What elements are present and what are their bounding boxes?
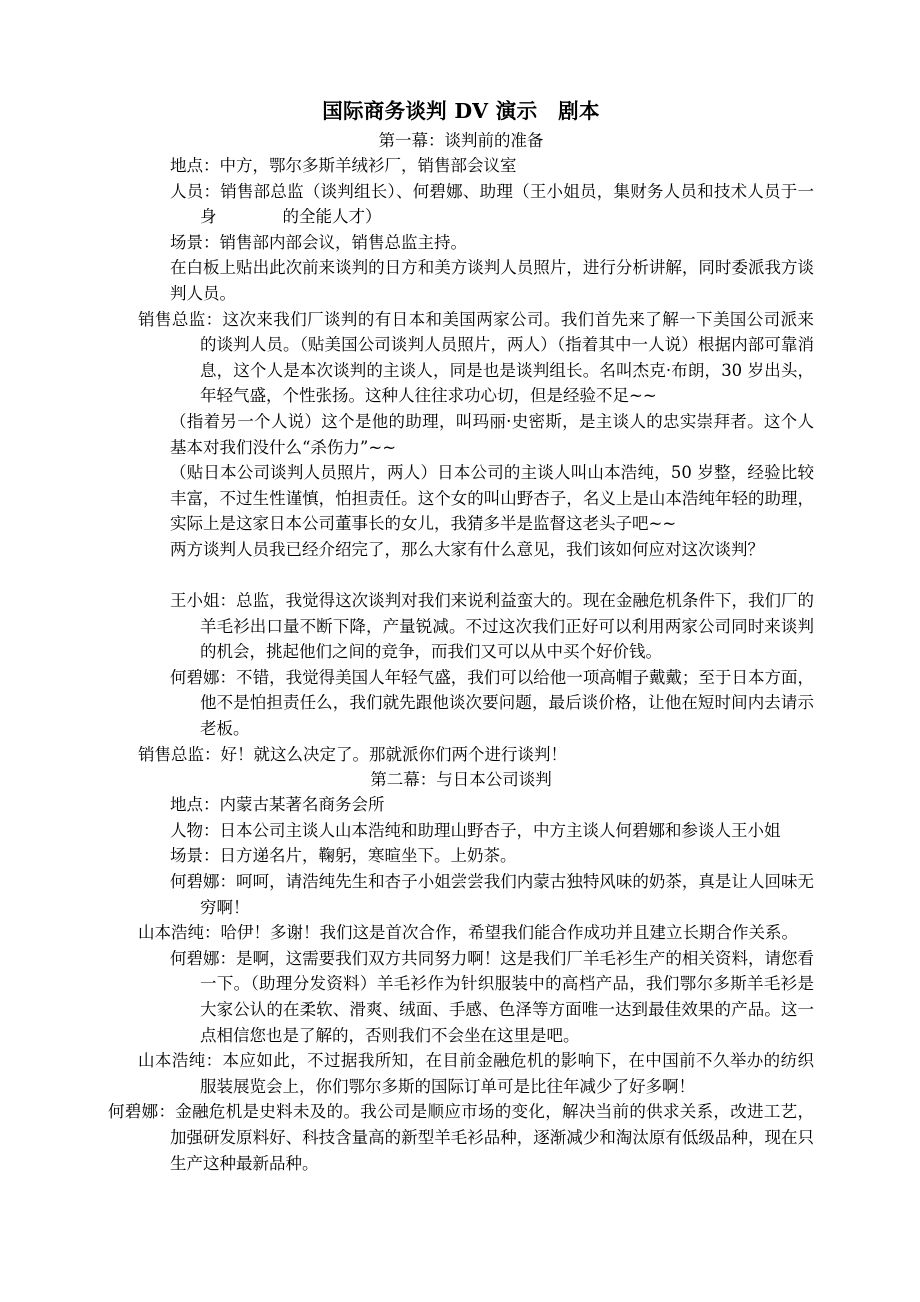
dialogue-he-bina-act2-2: 何碧娜：是啊，这需要我们双方共同努力啊！这是我们厂羊毛衫生产的相关资料，请您看一下。（助理分发资料）羊毛衫作为针织服装中的高档产品，我们鄂尔多斯羊毛衫是大家公认的在柔软、滑爽、绒面、手感、色泽等方面唯一达到最佳效果的产品。这一点相信您也是了解的，否则我们不会坐在这里是吧。 bbox=[170, 948, 814, 1045]
location-line: 地点：中方，鄂尔多斯羊绒衫厂，销售部会议室 bbox=[170, 156, 517, 175]
people-line: 人员：销售部总监（谈判组长）、何碧娜、助理（王小姐员，集财务人员和技术人员于一身 的全能人才） bbox=[170, 181, 814, 227]
dialogue-miss-wang-1: 王小姐：总监，我觉得这次谈判对我们来说利益蛮大的。现在金融危机条件下，我们厂的羊毛衫出口量不断下降，产量锐减。不过这次我们正好可以利用两家公司同时来谈判的机会，挑起他们之间的竞争，而我们又可以从中买个好价钱。 bbox=[170, 591, 814, 662]
act-two-heading: 第二幕：与日本公司谈判 bbox=[370, 770, 552, 790]
dialogue-he-bina-act2-3: 何碧娜：金融危机是史料未及的。我公司是顺应市场的变化，解决当前的供求关系，改进工艺，加强研发原料好、科技含量高的新型羊毛衫品种，逐渐减少和淘汰原有低级品种，现在只生产这种最新品种。 bbox=[108, 1102, 814, 1173]
scene-line: 场景：销售部内部会议，销售总监主持。 bbox=[170, 232, 467, 252]
page-title: 国际商务谈判 DV 演示 剧本 bbox=[322, 99, 600, 123]
people-line-act2: 人物：日本公司主谈人山本浩纯和助理山野杏子，中方主谈人何碧娜和参谈人王小姐 bbox=[170, 820, 781, 840]
scene-note-line: 在白板上贴出此次前来谈判的日方和美方谈判人员照片，进行分析讲解，同时委派我方谈判人员。 bbox=[170, 258, 814, 303]
document-content bbox=[108, 96, 814, 1176]
dialogue-sales-director-3: （贴日本公司谈判人员照片，两人）日本公司的主谈人叫山本浩纯，50 岁整，经验比较丰富，不过生性谨慎，怕担责任。这个女的叫山野杏子，名义上是山本浩纯年轻的助理，实际上是这家日本公司董事长的女儿，我猜多半是监督这老头子吧~~ bbox=[170, 463, 814, 534]
dialogue-he-bina-act2-1: 何碧娜：呵呵，请浩纯先生和杏子小姐尝尝我们内蒙古独特风味的奶茶，真是让人回味无穷啊！ bbox=[170, 872, 814, 917]
dialogue-he-bina-1: 何碧娜：不错，我觉得美国人年轻气盛，我们可以给他一项高帽子戴戴；至于日本方面，他不是怕担责任么，我们就先跟他谈次要问题，最后谈价格，让他在短时间内去请示老板。 bbox=[170, 667, 814, 739]
dialogue-sales-director-5: 销售总监：好！就这么决定了。那就派你们两个进行谈判！ bbox=[138, 744, 567, 764]
dialogue-yamamoto-2: 山本浩纯：本应如此，不过据我所知，在目前金融危机的影响下，在中国前不久举办的纺织服装展览会上，你们鄂尔多斯的国际订单可是比往年减少了好多啊！ bbox=[138, 1051, 814, 1096]
dialogue-yamamoto-1: 山本浩纯：哈伊！多谢！我们这是首次合作，希望我们能合作成功并且建立长期合作关系。 bbox=[138, 923, 798, 943]
location-line-act2: 地点：内蒙古某著名商务会所 bbox=[170, 795, 385, 815]
dialogue-sales-director-4: 两方谈判人员我已经介绍完了，那么大家有什么意见，我们该如何应对这次谈判？ bbox=[170, 539, 764, 559]
dialogue-sales-director-2: （指着另一个人说）这个是他的助理，叫玛丽·史密斯，是主谈人的忠实崇拜者。这个人基本对我们没什么“杀伤力”~~ bbox=[170, 411, 814, 457]
scene-line-act2: 场景：日方递名片，鞠躬，寒暄坐下。上奶茶。 bbox=[170, 846, 517, 866]
act-one-heading: 第一幕：谈判前的准备 bbox=[378, 131, 544, 150]
paragraph-spacer bbox=[108, 563, 814, 589]
dialogue-sales-director-1: 销售总监：这次来我们厂谈判的有日本和美国两家公司。我们首先来了解一下美国公司派来的谈判人员。（贴美国公司谈判人员照片，两人）（指着其中一人说）根据内部可靠消息，这个人是本次谈判的主谈人，同是也是谈判组长。名叫杰克·布朗，30 岁出头，年轻气盛，个性张扬。这种人往往求功心切，但是经验不足~~ bbox=[138, 309, 814, 406]
